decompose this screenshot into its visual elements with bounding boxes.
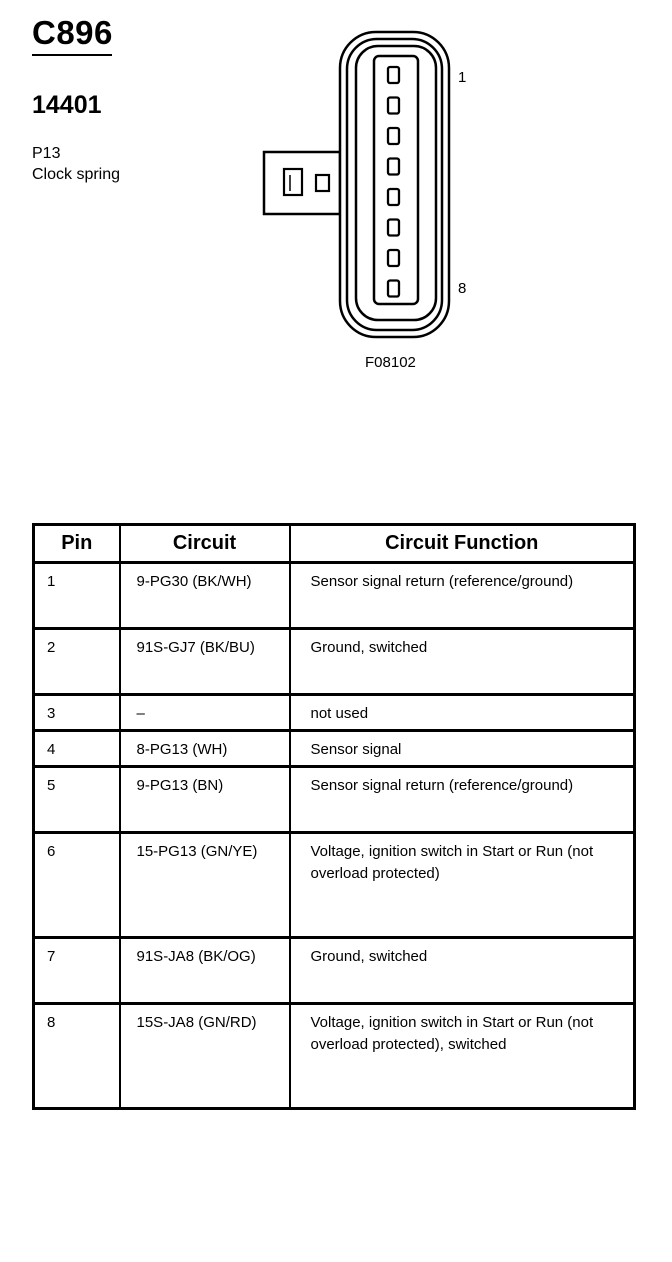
connector-id: C896 bbox=[32, 14, 113, 51]
table-row bbox=[34, 767, 635, 833]
part-number: 14401 bbox=[32, 91, 102, 119]
circuit-function: Ground, switched bbox=[290, 938, 635, 1004]
figure-code: F08102 bbox=[365, 354, 416, 371]
pin-number: 8 bbox=[34, 1004, 120, 1109]
table-row bbox=[34, 1004, 635, 1109]
table-row bbox=[34, 731, 635, 767]
pin-number: 6 bbox=[34, 833, 120, 938]
circuit-function: Sensor signal bbox=[290, 731, 635, 767]
header-pin: Pin bbox=[34, 525, 120, 563]
circuit-code: 91S-GJ7 (BK/BU) bbox=[120, 629, 290, 695]
circuit-code: 9-PG13 (BN) bbox=[120, 767, 290, 833]
latch-tab bbox=[284, 169, 302, 195]
location-description: Clock spring bbox=[32, 166, 121, 183]
pin-label-last: 8 bbox=[458, 280, 467, 297]
pin-number: 5 bbox=[34, 767, 120, 833]
table-header-row bbox=[34, 525, 635, 563]
header-circuit-function: Circuit Function bbox=[290, 525, 635, 563]
circuit-code: – bbox=[120, 695, 290, 731]
pin-number: 1 bbox=[34, 563, 120, 629]
table-row bbox=[34, 833, 635, 938]
circuit-function: not used bbox=[290, 695, 635, 731]
connector-face-diagram bbox=[0, 0, 672, 400]
pin-number: 3 bbox=[34, 695, 120, 731]
circuit-code: 91S-JA8 (BK/OG) bbox=[120, 938, 290, 1004]
circuit-code: 8-PG13 (WH) bbox=[120, 731, 290, 767]
circuit-function: Sensor signal return (reference/ground) bbox=[290, 767, 635, 833]
circuit-code: 15S-JA8 (GN/RD) bbox=[120, 1004, 290, 1109]
table-row bbox=[34, 695, 635, 731]
pin-label-first: 1 bbox=[458, 69, 467, 86]
latch-key bbox=[316, 175, 329, 191]
circuit-function: Sensor signal return (reference/ground) bbox=[290, 563, 635, 629]
circuit-function: Ground, switched bbox=[290, 629, 635, 695]
pinout-table bbox=[32, 523, 636, 1110]
circuit-function: Voltage, ignition switch in Start or Run (not overload protected), switched bbox=[290, 1004, 635, 1109]
circuit-function: Voltage, ignition switch in Start or Run (not overload protected) bbox=[290, 833, 635, 938]
table-row bbox=[34, 629, 635, 695]
pin-number: 7 bbox=[34, 938, 120, 1004]
location-code: P13 bbox=[32, 145, 61, 162]
table-row bbox=[34, 563, 635, 629]
pin-number: 4 bbox=[34, 731, 120, 767]
pin-number: 2 bbox=[34, 629, 120, 695]
circuit-code: 15-PG13 (GN/YE) bbox=[120, 833, 290, 938]
circuit-code: 9-PG30 (BK/WH) bbox=[120, 563, 290, 629]
header-circuit: Circuit bbox=[120, 525, 290, 563]
table-row bbox=[34, 938, 635, 1004]
